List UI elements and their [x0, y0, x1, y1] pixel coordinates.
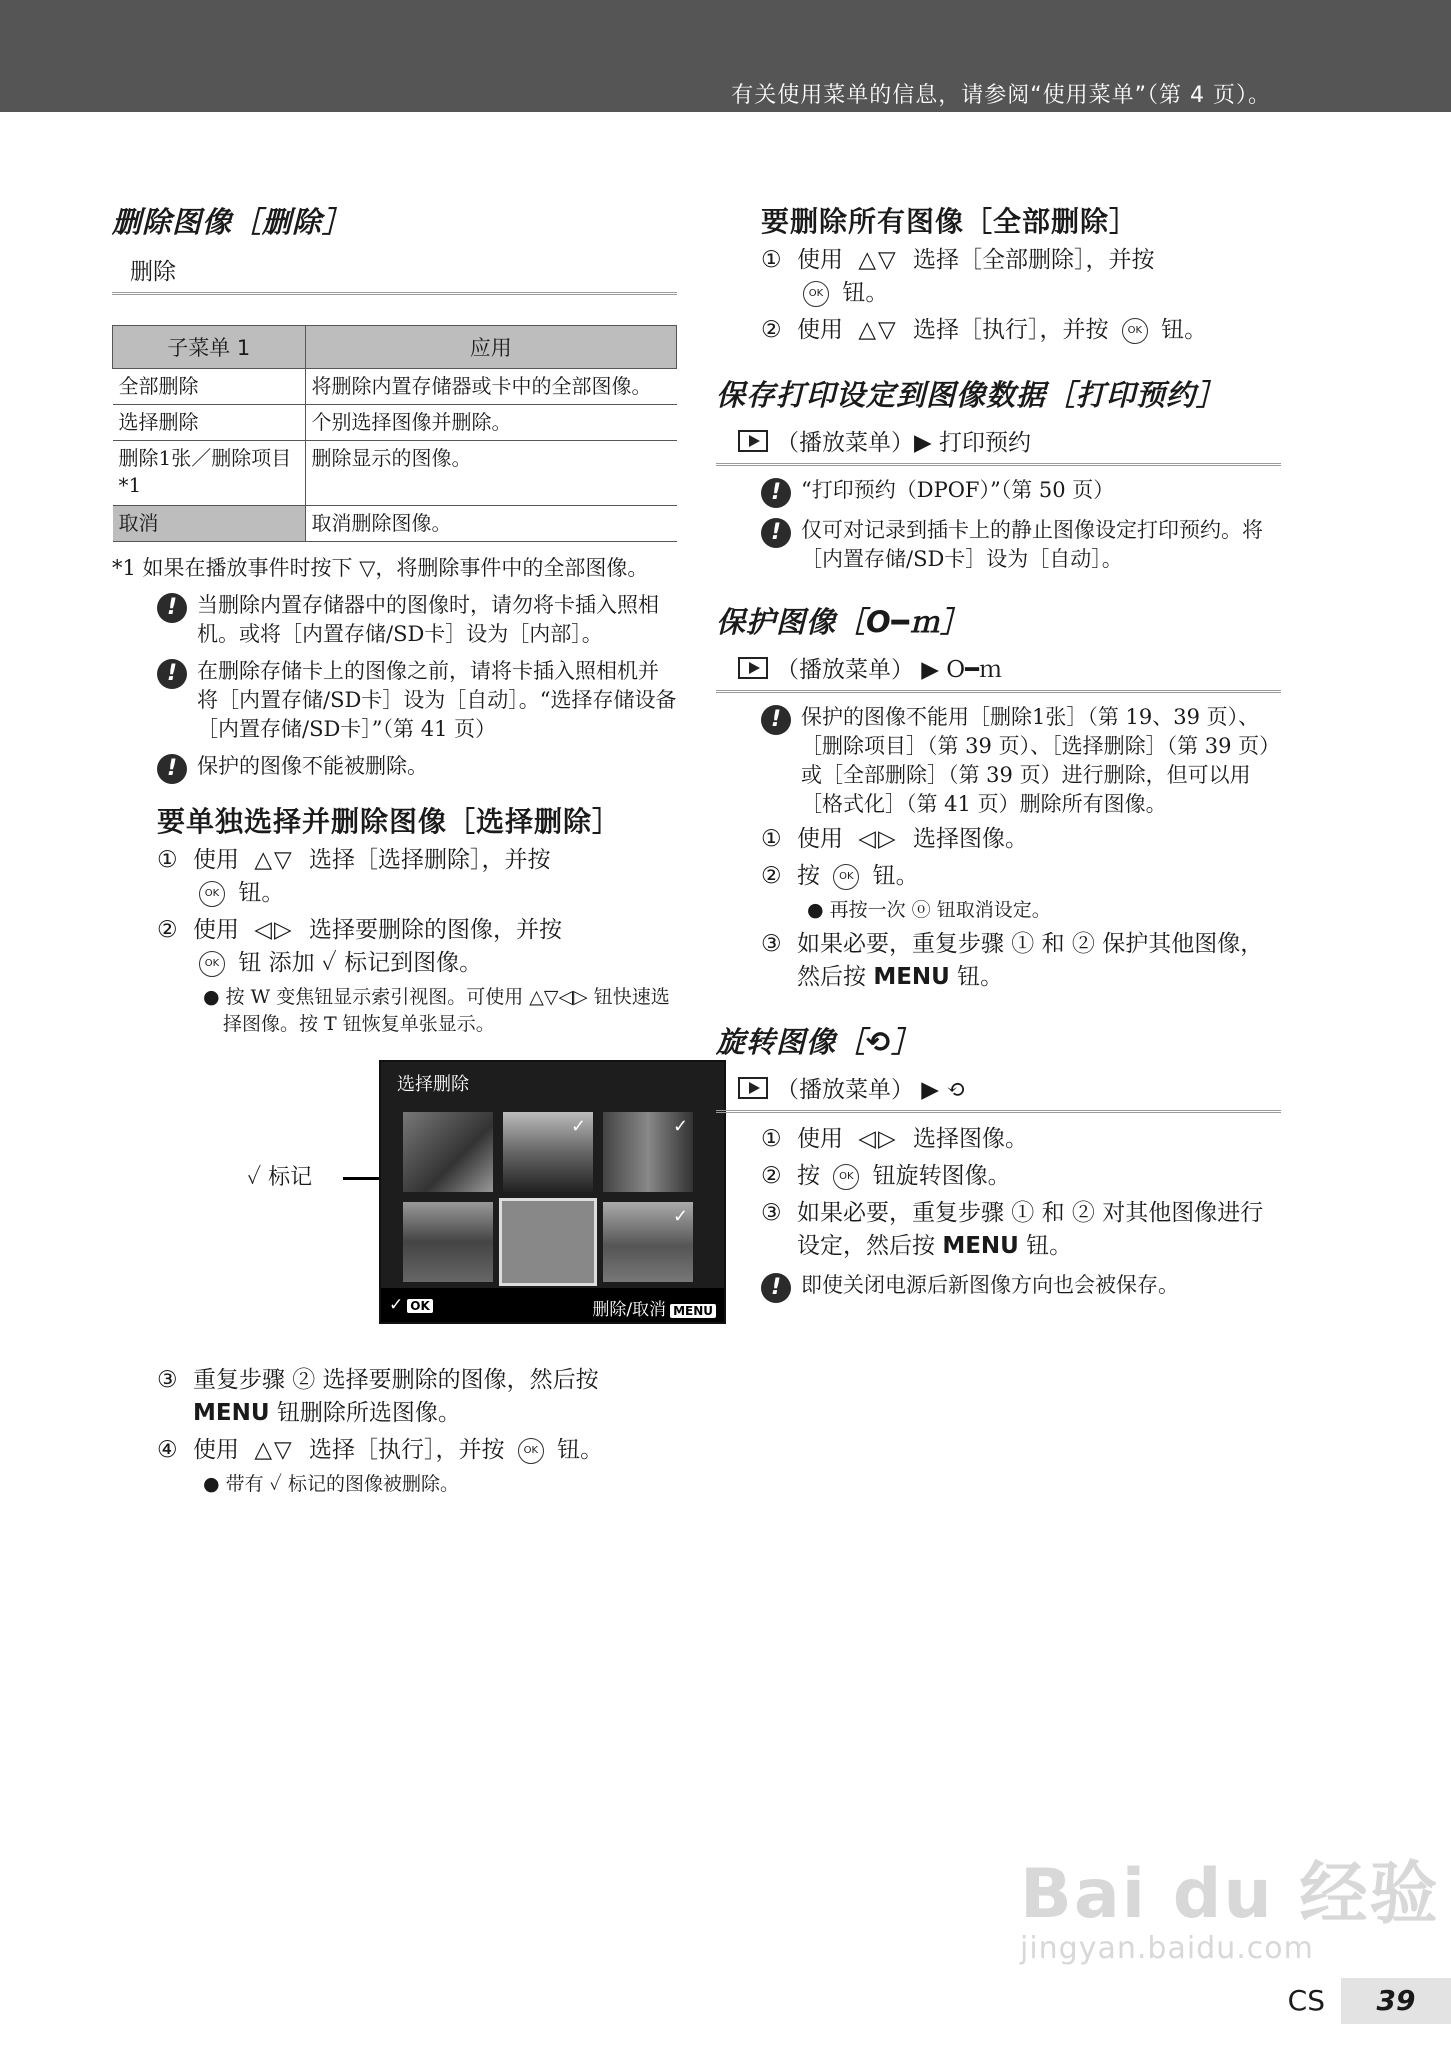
- playback-icon: [738, 430, 768, 452]
- step-number: ③: [761, 931, 782, 957]
- step-pre: 使用: [193, 1437, 239, 1463]
- step-pre: 使用: [797, 1126, 843, 1152]
- rotate-title: 旋转图像［⟲］: [716, 1025, 922, 1059]
- step-post: 选择图像。: [913, 826, 1029, 852]
- caution-item: [761, 1271, 1281, 1303]
- table-cell-sub: 删除1张／删除项目*1: [113, 441, 306, 506]
- up-down-arrows-icon: △▽: [254, 847, 294, 873]
- step-number: ②: [157, 917, 178, 943]
- print-reserve-title: 保存打印设定到图像数据［打印预约］: [716, 378, 1227, 412]
- caution-text: “打印预约（DPOF）”（第 50 页）: [801, 478, 1115, 502]
- caution-icon: !: [761, 1273, 791, 1303]
- rotate-menu-path: [716, 1067, 1281, 1113]
- step-number: ②: [761, 863, 782, 889]
- delete-title: 删除图像［删除］: [112, 205, 353, 239]
- step-pre: 使用: [797, 247, 843, 273]
- step-number: ①: [761, 1126, 782, 1152]
- ok-button-icon: OK: [803, 281, 829, 307]
- step-post2: 钮。: [842, 280, 889, 306]
- step-pre: 重复步骤 ② 选择要删除的图像，然后按: [193, 1367, 599, 1393]
- step-post: 钮删除所选图像。: [276, 1400, 461, 1426]
- caution-item: [761, 516, 1281, 574]
- bullet-item: ● 按 W 变焦钮显示索引视图。可使用 △▽◁▷ 钮快速选择图像。按 T 钮恢复单张显示。: [203, 986, 670, 1035]
- thumbnail: [403, 1202, 493, 1282]
- step-item: [157, 844, 677, 910]
- caution-icon: !: [157, 754, 187, 784]
- check-mark-icon: ✓: [673, 1206, 689, 1227]
- page-number: 39: [1341, 1978, 1451, 2024]
- step-post: 选择［执行］，并按: [913, 317, 1109, 343]
- check-mark-icon: ✓: [571, 1116, 587, 1137]
- step-number: ②: [761, 317, 782, 343]
- step-item: [761, 314, 1281, 347]
- rotate-path-text: （播放菜单） ▶ ⟲: [776, 1077, 966, 1103]
- step-pre: 如果必要，重复步骤 ① 和 ② 保护其他图像，然后按: [797, 931, 1264, 990]
- bullet-text: 按 W 变焦钮显示索引视图。可使用 △▽◁▷ 钮快速选择图像。按 T 钮恢复单张显示。: [223, 986, 670, 1035]
- caution-item: [157, 657, 677, 744]
- thumbnail: [403, 1112, 493, 1192]
- thumbnail-selected: [499, 1198, 597, 1286]
- table-cell-app: 取消删除图像。: [305, 506, 677, 542]
- table-cell-sub: 取消: [113, 506, 306, 542]
- delete-submenu-table: [112, 325, 677, 542]
- left-right-arrows-icon: ◁▷: [254, 917, 294, 943]
- playback-icon: [738, 657, 768, 679]
- table-cell-app: 个别选择图像并删除。: [305, 405, 677, 441]
- step-item: [157, 914, 677, 980]
- step-item: [761, 823, 1281, 856]
- check-mark-icon: ✓: [389, 1295, 404, 1315]
- select-delete-title: 要单独选择并删除图像［选择删除］: [157, 805, 622, 838]
- caution-icon: !: [761, 478, 791, 508]
- delete-cancel-label: 删除/取消: [592, 1300, 667, 1320]
- up-down-arrows-icon: △▽: [858, 317, 898, 343]
- menu-tag: MENU: [670, 1304, 716, 1318]
- language-code: CS: [1287, 1984, 1325, 2017]
- ok-button-icon: OK: [833, 864, 859, 890]
- up-down-arrows-icon: △▽: [254, 1437, 294, 1463]
- step-post: 钮。: [1026, 1233, 1073, 1259]
- delete-all-title: 要删除所有图像［全部删除］: [761, 205, 1139, 238]
- table-cell-sub: 全部删除: [113, 369, 306, 405]
- bullet-text: 带有 ✓ 标记的图像被删除。: [225, 1473, 459, 1495]
- caution-text: 保护的图像不能被删除。: [197, 754, 428, 778]
- header-bar: [0, 0, 1451, 112]
- protect-path-text: （播放菜单） ▶ O━ｍ: [776, 657, 1003, 683]
- protect-menu-path: [716, 647, 1281, 693]
- watermark-logo: Bai du 经验: [1020, 1855, 1440, 1934]
- step-number: ①: [157, 847, 178, 873]
- table-cell-app: 将删除内置存储器或卡中的全部图像。: [305, 369, 677, 405]
- step-post2: 钮。: [238, 880, 285, 906]
- table-row: [113, 405, 677, 441]
- left-column: [112, 200, 713, 1498]
- step-post: 钮。: [957, 964, 1004, 990]
- screen-title: 选择删除: [397, 1074, 469, 1095]
- protect-title: 保护图像［O━ｍ］: [716, 605, 971, 639]
- menu-button-icon: MENU: [942, 1233, 1019, 1259]
- step-number: ③: [761, 1200, 782, 1226]
- caution-icon: !: [761, 705, 791, 735]
- left-right-arrows-icon: ◁▷: [858, 826, 898, 852]
- delete-menu-path: [112, 249, 677, 295]
- caution-icon: !: [761, 518, 791, 548]
- watermark: [1020, 1840, 1439, 1966]
- step-pre: 使用: [193, 917, 239, 943]
- up-down-arrows-icon: △▽: [858, 247, 898, 273]
- playback-icon: [738, 1077, 768, 1099]
- step-pre: 使用: [797, 826, 843, 852]
- left-right-arrows-icon: ◁▷: [858, 1126, 898, 1152]
- table-cell-sub: 选择删除: [113, 405, 306, 441]
- step-post: 选择［全部删除］，并按: [913, 247, 1155, 273]
- step-pre: 按: [797, 863, 820, 889]
- step-pre: 使用: [797, 317, 843, 343]
- step-number: ④: [157, 1437, 178, 1463]
- ok-button-icon: OK: [199, 881, 225, 907]
- table-header-app: 应用: [305, 326, 677, 369]
- caution-text: 当删除内置存储器中的图像时，请勿将卡插入照相机。或将［内置存储/SD卡］设为［内部］。: [197, 593, 659, 646]
- check-mark-icon: ✓: [673, 1116, 689, 1137]
- step-post2: 钮 添加 ✓ 标记到图像。: [238, 950, 483, 976]
- step-item: [761, 1197, 1281, 1263]
- table-row: [113, 441, 677, 506]
- ok-tag: OK: [407, 1299, 433, 1313]
- step-number: ②: [761, 1163, 782, 1189]
- step-item: [761, 1123, 1281, 1156]
- ok-button-icon: OK: [1122, 318, 1148, 344]
- step-post: 钮。: [872, 863, 919, 889]
- caution-item: [761, 703, 1281, 819]
- ok-button-icon: OK: [833, 1164, 859, 1190]
- step-number: ①: [761, 247, 782, 273]
- step-item: [761, 1160, 1281, 1193]
- print-path-text: （播放菜单）▶ 打印预约: [776, 430, 1031, 456]
- step-post: 选择［选择删除］，并按: [309, 847, 551, 873]
- caution-icon: !: [157, 659, 187, 689]
- menu-button-icon: MENU: [873, 964, 950, 990]
- caution-text: 在删除存储卡上的图像之前，请将卡插入照相机并将［内置存储/SD卡］设为［自动］。“选择存储设备［内置存储/SD卡］”（第 41 页）: [197, 659, 677, 741]
- bullet-item: ● 带有 ✓ 标记的图像被删除。: [203, 1473, 459, 1495]
- caution-text: 保护的图像不能用［删除1张］（第 19、39 页）、［删除项目］（第 39 页）、［选择删除］（第 39 页）或［全部删除］（第 39 页）进行删除，但可以用［格式化］（第 41 页）删除所有图像。: [801, 705, 1281, 816]
- print-menu-path: [716, 420, 1281, 466]
- watermark-url: jingyan.baidu.com: [1020, 1931, 1314, 1966]
- step-post: 选择要删除的图像，并按: [309, 917, 563, 943]
- ok-button-icon: OK: [518, 1438, 544, 1464]
- table-header-sub: 子菜单 1: [113, 326, 306, 369]
- step-number: ③: [157, 1367, 178, 1393]
- header-note: 有关使用菜单的信息，请参阅“使用菜单”（第 4 页）。: [731, 83, 1271, 108]
- step-item: [761, 928, 1281, 994]
- right-column: [716, 200, 1281, 1303]
- step-post2: 钮。: [1161, 317, 1208, 343]
- caution-text: 即使关闭电源后新图像方向也会被保存。: [801, 1273, 1179, 1297]
- bullet-item: ● 再按一次 ⓞ 钮取消设定。: [807, 899, 1051, 921]
- table-row: [113, 369, 677, 405]
- step-item: [761, 860, 1281, 893]
- camera-screen: [379, 1060, 726, 1324]
- step-pre: 使用: [193, 847, 239, 873]
- screen-illustration: [157, 1060, 713, 1360]
- delete-path-text: 删除: [130, 259, 176, 285]
- screen-bottom-bar: [381, 1288, 724, 1322]
- step-pre: 如果必要，重复步骤 ① 和 ② 对其他图像进行设定，然后按: [797, 1200, 1264, 1259]
- step-item: [157, 1434, 677, 1467]
- caution-item: [157, 752, 677, 784]
- table-cell-app: 删除显示的图像。: [305, 441, 677, 506]
- step-item: [157, 1364, 677, 1430]
- step-post: 选择［执行］，并按: [309, 1437, 505, 1463]
- mark-label: ✓ 标记: [247, 1165, 313, 1190]
- bullet-text: 再按一次 ⓞ 钮取消设定。: [829, 899, 1051, 921]
- caution-item: [761, 476, 1281, 508]
- step-number: ①: [761, 826, 782, 852]
- step-post: 选择图像。: [913, 1126, 1029, 1152]
- caution-text: 仅可对记录到插卡上的静止图像设定打印预约。将［内置存储/SD卡］设为［自动］。: [801, 518, 1263, 571]
- footnote: *1 如果在播放事件时按下 ▽，将删除事件中的全部图像。: [112, 556, 649, 580]
- caution-item: [157, 591, 677, 649]
- ok-button-icon: OK: [199, 951, 225, 977]
- caution-icon: !: [157, 593, 187, 623]
- step-pre: 按: [797, 1163, 820, 1189]
- table-row: [113, 506, 677, 542]
- step-post: 钮旋转图像。: [872, 1163, 1011, 1189]
- step-item: [761, 244, 1281, 310]
- step-post2: 钮。: [557, 1437, 604, 1463]
- menu-button-icon: MENU: [193, 1400, 270, 1426]
